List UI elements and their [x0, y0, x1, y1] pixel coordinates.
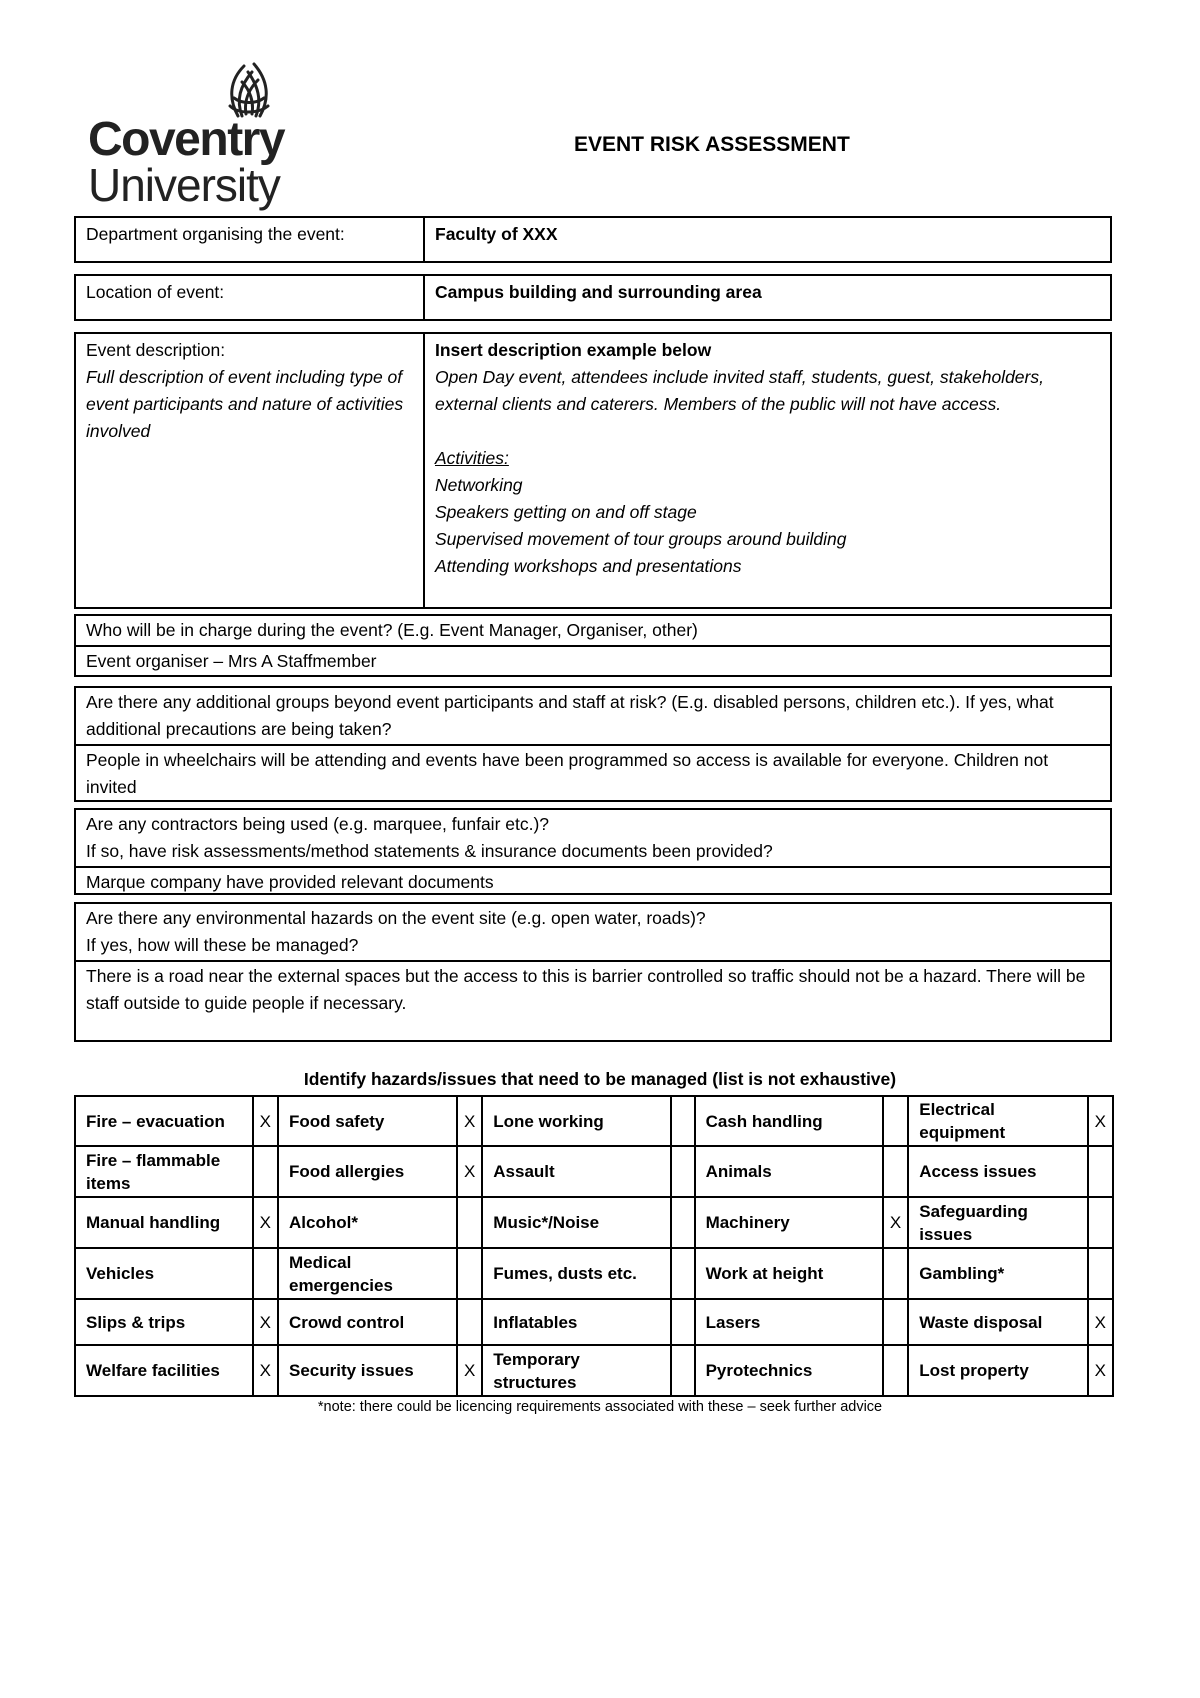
hazard-label: Cash handling [695, 1096, 883, 1146]
hazard-label: Gambling* [908, 1248, 1087, 1299]
hazard-mark [253, 1248, 278, 1299]
activity-item: Networking [435, 475, 523, 495]
hazard-row [75, 1146, 1113, 1197]
hazard-mark: X [1088, 1299, 1113, 1345]
hazard-mark [457, 1197, 482, 1248]
hazard-mark [671, 1096, 694, 1146]
environment-question-line1: Are there any environmental hazards on the event site (e.g. open water, roads)? [86, 908, 706, 928]
groups-question: Are there any additional groups beyond event participants and staff at risk? (E.g. disabled persons, children etc.). If yes, what additional precautions are being taken? [86, 692, 1054, 739]
hazard-mark [883, 1299, 908, 1345]
phoenix-icon [88, 58, 298, 118]
hazard-mark [883, 1096, 908, 1146]
contractors-question-line1: Are any contractors being used (e.g. marquee, funfair etc.)? [86, 814, 550, 834]
hazard-row [75, 1096, 1113, 1146]
hazard-label: Assault [482, 1146, 671, 1197]
hazard-label: Fire – evacuation [75, 1096, 253, 1146]
hazard-label: Access issues [908, 1146, 1087, 1197]
hazards-title: Identify hazards/issues that need to be managed (list is not exhaustive) [303, 1069, 897, 1089]
hazard-label: Manual handling [75, 1197, 253, 1248]
description-heading: Insert description example below [435, 340, 712, 360]
hazard-label: Crowd control [278, 1299, 457, 1345]
hazard-label: Fire – flammable items [75, 1146, 253, 1197]
hazard-label: Work at height [695, 1248, 883, 1299]
description-label: Event description: [86, 340, 226, 360]
hazards-table [74, 1095, 1114, 1397]
hazard-mark: X [253, 1197, 278, 1248]
activity-item: Attending workshops and presentations [435, 556, 742, 576]
in-charge-section [74, 614, 1112, 677]
hazard-mark: X [1088, 1345, 1113, 1396]
department-label: Department organising the event: [76, 218, 425, 261]
hazard-label: Fumes, dusts etc. [482, 1248, 671, 1299]
location-section [74, 274, 1112, 321]
hazard-mark: X [253, 1096, 278, 1146]
hazard-label: Machinery [695, 1197, 883, 1248]
hazard-mark: X [457, 1345, 482, 1396]
hazard-mark [883, 1345, 908, 1396]
hazard-label: Waste disposal [908, 1299, 1087, 1345]
contractors-answer: Marque company have provided relevant documents [76, 866, 1110, 897]
hazard-label: Lost property [908, 1345, 1087, 1396]
hazard-mark [671, 1345, 694, 1396]
hazard-mark [457, 1299, 482, 1345]
hazard-label: Inflatables [482, 1299, 671, 1345]
hazard-label: Animals [695, 1146, 883, 1197]
hazard-label: Music*/Noise [482, 1197, 671, 1248]
hazard-label: Medical emergencies [278, 1248, 457, 1299]
description-text: Open Day event, attendees include invited staff, students, guest, stakeholders, external clients and caterers. Members of the public will not have access. [435, 367, 1044, 414]
hazard-row [75, 1197, 1113, 1248]
hazard-label: Lone working [482, 1096, 671, 1146]
hazard-row [75, 1345, 1113, 1396]
hazard-mark [671, 1197, 694, 1248]
description-section [74, 332, 1112, 609]
activity-item: Speakers getting on and off stage [435, 502, 697, 522]
hazard-mark [1088, 1146, 1113, 1197]
hazard-mark [671, 1299, 694, 1345]
department-section [74, 216, 1112, 263]
hazard-mark [671, 1146, 694, 1197]
hazard-label: Vehicles [75, 1248, 253, 1299]
groups-section [74, 686, 1112, 802]
document-title: EVENT RISK ASSESSMENT [574, 133, 850, 156]
description-hint: Full description of event including type of event participants and nature of activities involved [86, 367, 404, 441]
hazard-mark: X [253, 1345, 278, 1396]
hazard-label: Safeguarding issues [908, 1197, 1087, 1248]
activities-label: Activities: [435, 448, 509, 468]
hazard-label: Temporary structures [482, 1345, 671, 1396]
hazard-label: Lasers [695, 1299, 883, 1345]
hazard-mark: X [1088, 1096, 1113, 1146]
university-logo [88, 58, 298, 211]
hazard-row [75, 1248, 1113, 1299]
hazard-mark [883, 1146, 908, 1197]
hazard-row [75, 1299, 1113, 1345]
hazard-mark [1088, 1248, 1113, 1299]
hazard-label: Security issues [278, 1345, 457, 1396]
hazard-label: Alcohol* [278, 1197, 457, 1248]
hazard-mark: X [883, 1197, 908, 1248]
location-label: Location of event: [76, 276, 425, 319]
hazard-label: Welfare facilities [75, 1345, 253, 1396]
activity-item: Supervised movement of tour groups around building [435, 529, 847, 549]
contractors-question-line2: If so, have risk assessments/method statements & insurance documents been provided? [86, 841, 773, 861]
hazard-mark: X [253, 1299, 278, 1345]
in-charge-answer: Event organiser – Mrs A Staffmember [76, 645, 1110, 676]
hazard-mark [671, 1248, 694, 1299]
department-value: Faculty of XXX [435, 224, 558, 244]
hazard-label: Slips & trips [75, 1299, 253, 1345]
location-value: Campus building and surrounding area [435, 282, 762, 302]
hazard-mark [457, 1248, 482, 1299]
in-charge-question: Who will be in charge during the event? (E.g. Event Manager, Organiser, other) [86, 620, 698, 640]
hazard-label: Electrical equipment [908, 1096, 1087, 1146]
hazard-label: Food allergies [278, 1146, 457, 1197]
hazard-label: Food safety [278, 1096, 457, 1146]
logo-word-university: University [88, 159, 280, 211]
contractors-section [74, 808, 1112, 895]
hazard-mark [883, 1248, 908, 1299]
logo-word-coventry: Coventry [88, 113, 285, 166]
groups-answer: People in wheelchairs will be attending and events have been programmed so access is available for everyone. Children not invited [76, 744, 1110, 802]
environment-section [74, 902, 1112, 1042]
licencing-note: *note: there could be licencing requirements associated with these – seek further advice [317, 1399, 883, 1415]
hazard-mark [1088, 1197, 1113, 1248]
hazard-label: Pyrotechnics [695, 1345, 883, 1396]
environment-answer: There is a road near the external spaces but the access to this is barrier controlled so traffic should not be a hazard. There will be staff outside to guide people if necessary. [76, 960, 1110, 1018]
hazard-mark: X [457, 1146, 482, 1197]
hazard-mark [253, 1146, 278, 1197]
hazard-mark: X [457, 1096, 482, 1146]
environment-question-line2: If yes, how will these be managed? [86, 935, 359, 955]
